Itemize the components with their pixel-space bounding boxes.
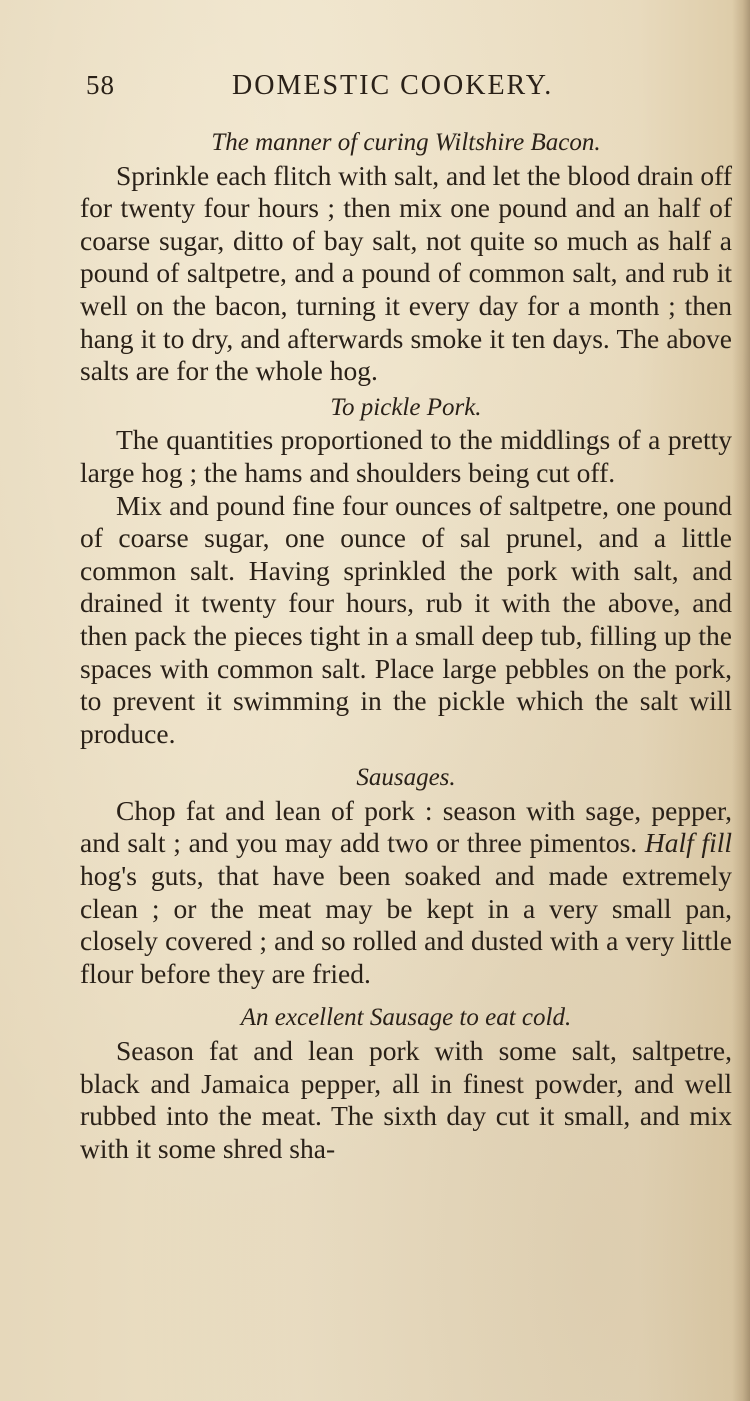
sausages-text-a: Chop fat and lean of pork : season with sage, pepper, and salt ; and you may add two or three pimentos. bbox=[80, 794, 732, 859]
paragraph-pork-2: Mix and pound fine four ounces of saltpetre, one pound of coarse sugar, one ounce of sal prunel, and a little common salt. Having sprinkled the pork with salt, and drained it twenty four hours, rub it with the above, and then pack the pieces tight in a small deep tub, filling up the spaces with common salt. Place large pebbles on the pork, to prevent it swimming in the pickle which the salt will produce. bbox=[80, 489, 732, 749]
section-title-sausages: Sausages. bbox=[356, 764, 456, 792]
section-title-bacon: The manner of curing Wiltshire Bacon. bbox=[211, 129, 601, 156]
section-title-pork: To pickle Pork. bbox=[330, 393, 482, 421]
page-header bbox=[86, 70, 606, 110]
sausages-text-b: hog's guts, that have been soaked and made extremely clean ; or the meat may be kept in a very small pan, closely covered ; and so rolled and dusted with a very little flour before they are fried. bbox=[80, 860, 732, 989]
paragraph-pork-1: The quantities proportioned to the middlings of a pretty large hog ; the hams and shoulders being cut off. bbox=[80, 424, 732, 488]
section-title-cold-sausage: An excellent Sausage to eat cold. bbox=[240, 1004, 572, 1032]
page-edge-shadow bbox=[732, 0, 750, 1401]
paragraph-sausages bbox=[80, 795, 732, 991]
page-body bbox=[80, 127, 732, 1165]
sausages-text-italic: Half fill bbox=[644, 827, 732, 859]
paragraph-bacon: Sprinkle each flitch with salt, and let the blood drain off for twenty four hours ; then mix one pound and an half of coarse sugar, ditto of bay salt, not quite so much as half a pound of saltpetre, and a pound of common salt, and rub it well on the bacon, turning it every day for a month ; then hang it to dry, and afterwards smoke it ten days. The above salts are for the whole hog. bbox=[80, 159, 732, 387]
running-title: DOMESTIC COOKERY. bbox=[232, 70, 554, 101]
paragraph-cold-sausage: Season fat and lean pork with some salt, saltpetre, black and Jamaica pepper, all in finest powder, and well rubbed into the meat. The sixth day cut it small, and mix with it some shred sha- bbox=[80, 1035, 732, 1164]
page-number: 58 bbox=[86, 70, 115, 100]
